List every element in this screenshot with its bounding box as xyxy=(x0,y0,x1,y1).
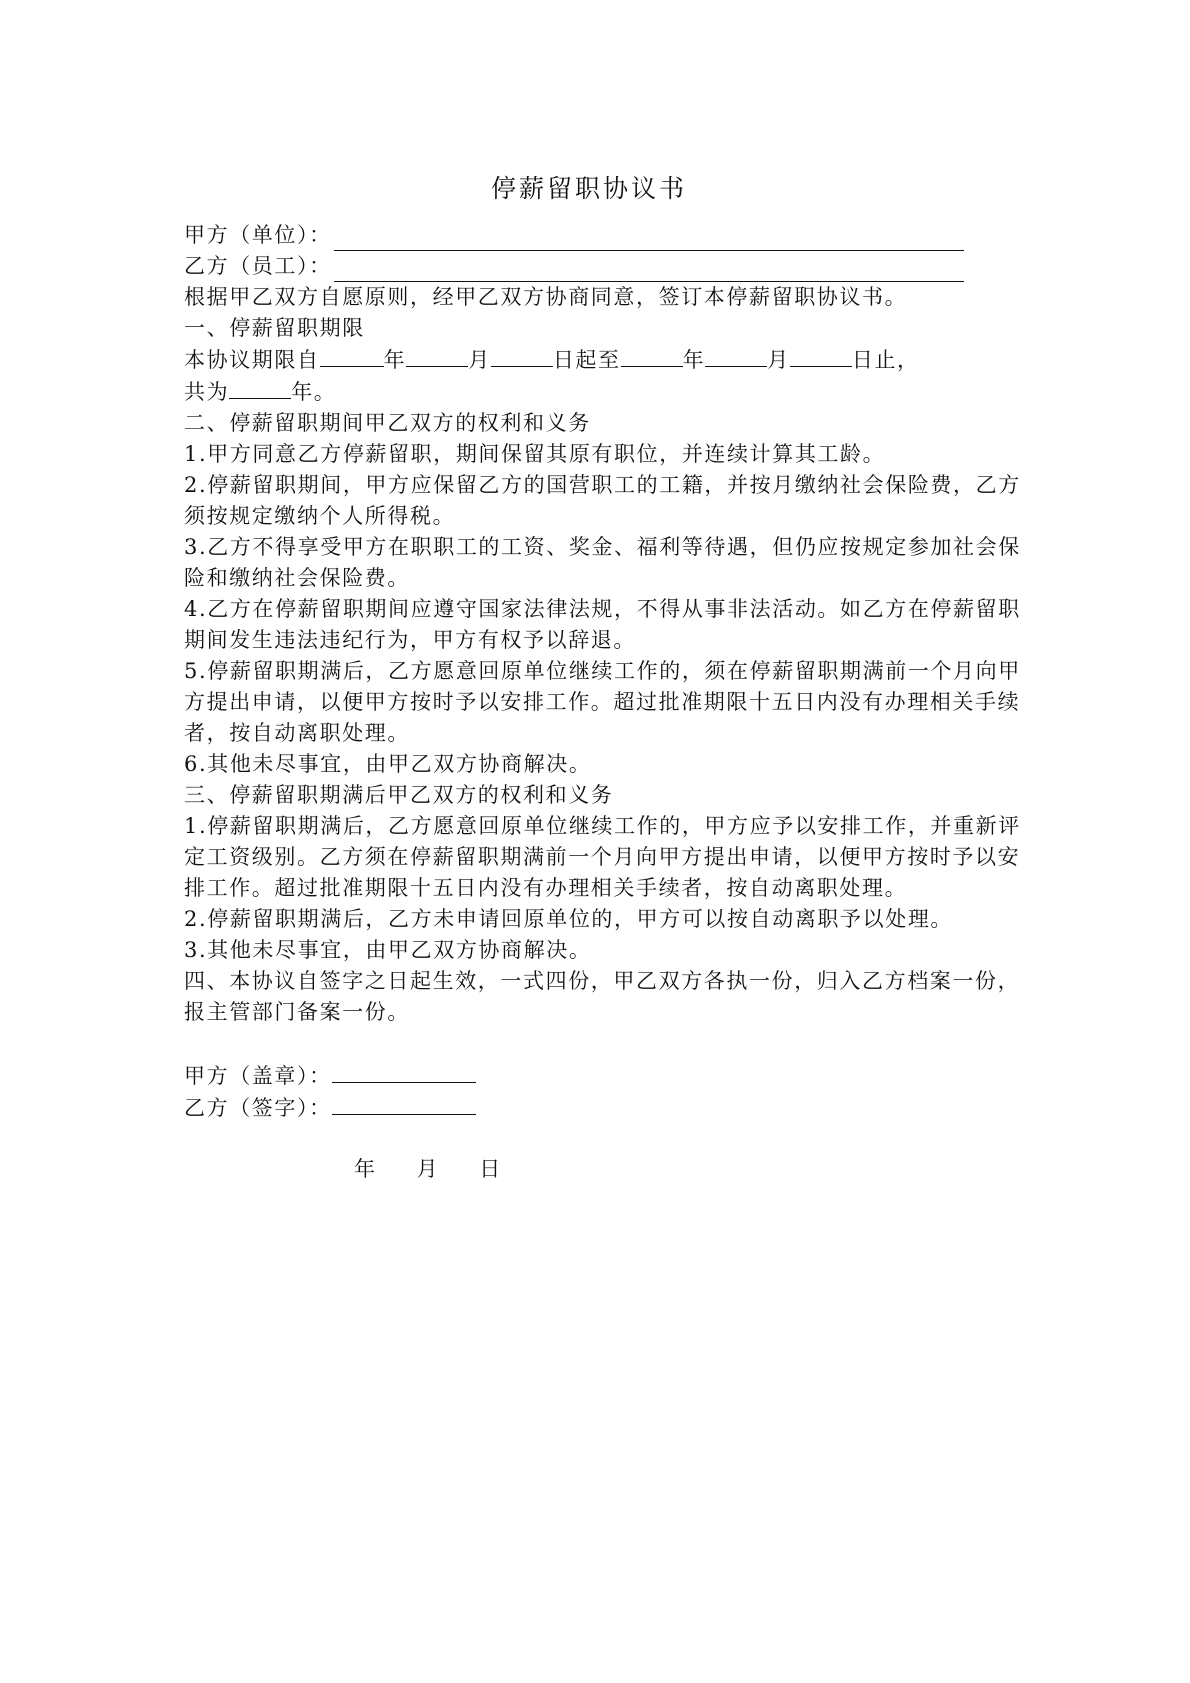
section-2-item-2: 2.停薪留职期间，甲方应保留乙方的国营职工的工籍，并按月缴纳社会保险费，乙方须按规定缴纳个人所得税。 xyxy=(184,473,1021,528)
section-2-item-3: 3.乙方不得享受甲方在职职工的工资、奖金、福利等待遇，但仍应按规定参加社会保险和缴纳社会保险费。 xyxy=(184,535,1021,590)
period-text-years: 年。 xyxy=(291,380,337,404)
section-2-item-4: 4.乙方在停薪留职期间应遵守国家法律法规，不得从事非法活动。如乙方在停薪留职期间发生违法违纪行为，甲方有权予以辞退。 xyxy=(184,597,1021,652)
period-text-start: 本协议期限自 xyxy=(184,348,320,372)
section-3-heading: 三、停薪留职期满后甲乙双方的权利和义务 xyxy=(184,783,614,807)
sign-b-line xyxy=(184,1092,1024,1124)
period-line-2 xyxy=(184,376,1024,408)
period-text-until: 日起至 xyxy=(552,348,621,372)
period-line-1 xyxy=(184,344,1024,376)
sign-b-label: 乙方（签字）： xyxy=(184,1096,332,1120)
date-day-label: 日 xyxy=(479,1157,502,1181)
section-2-item-1: 1.甲方同意乙方停薪留职，期间保留其原有职位，并连续计算其工龄。 xyxy=(184,442,886,466)
start-year-field[interactable] xyxy=(320,344,384,367)
section-2-item-6: 6.其他未尽事宜，由甲乙双方协商解决。 xyxy=(184,752,592,776)
signature-block xyxy=(184,1060,1024,1124)
section-1-heading: 一、停薪留职期限 xyxy=(184,316,365,340)
date-year-label: 年 xyxy=(354,1157,377,1181)
signing-date xyxy=(184,1154,1024,1185)
period-text-year: 年 xyxy=(383,348,407,372)
section-3-item-3: 3.其他未尽事宜，由甲乙双方协商解决。 xyxy=(184,938,592,962)
party-b-line xyxy=(184,251,1024,282)
sign-a-line xyxy=(184,1060,1024,1092)
end-year-field[interactable] xyxy=(621,344,683,367)
intro-text: 根据甲乙双方自愿原则，经甲乙双方协商同意，签订本停薪留职协议书。 xyxy=(184,285,908,309)
period-text-month-2: 月 xyxy=(767,348,790,372)
agreement-page xyxy=(184,172,1024,1185)
start-day-field[interactable] xyxy=(491,344,553,367)
section-3-item-2: 2.停薪留职期满后，乙方未申请回原单位的，甲方可以按自动离职予以处理。 xyxy=(184,907,954,931)
party-b-signature-field[interactable] xyxy=(332,1092,476,1115)
period-text-month: 月 xyxy=(468,348,491,372)
end-month-field[interactable] xyxy=(705,344,767,367)
start-month-field[interactable] xyxy=(406,344,468,367)
party-a-name-field[interactable] xyxy=(334,226,964,251)
period-text-end: 日止， xyxy=(851,348,920,372)
period-text-total: 共为 xyxy=(184,380,230,404)
date-month-label: 月 xyxy=(416,1157,440,1181)
section-2-heading: 二、停薪留职期间甲乙双方的权利和义务 xyxy=(184,411,591,435)
document-title: 停薪留职协议书 xyxy=(490,174,687,203)
sign-a-label: 甲方（盖章）： xyxy=(184,1064,332,1088)
party-a-seal-field[interactable] xyxy=(332,1060,476,1083)
section-3-item-1: 1.停薪留职期满后，乙方愿意回原单位继续工作的，甲方应予以安排工作，并重新评定工资级别。乙方须在停薪留职期满前一个月向甲方提出申请，以便甲方按时予以安排工作。超过批准期限十五日内没有办理相关手续者，按自动离职处理。 xyxy=(184,814,1021,900)
section-4-text: 四、本协议自签字之日起生效，一式四份，甲乙双方各执一份，归入乙方档案一份，报主管部门备案一份。 xyxy=(184,969,1021,1024)
party-b-name-field[interactable] xyxy=(334,257,964,282)
party-b-label: 乙方（员工）： xyxy=(184,254,332,278)
total-years-field[interactable] xyxy=(229,376,291,399)
party-a-label: 甲方（单位）： xyxy=(184,223,332,247)
party-a-line xyxy=(184,220,1024,251)
end-day-field[interactable] xyxy=(790,344,852,367)
period-text-year-2: 年 xyxy=(682,348,706,372)
section-2-item-5: 5.停薪留职期满后，乙方愿意回原单位继续工作的，须在停薪留职期满前一个月向甲方提出申请，以便甲方按时予以安排工作。超过批准期限十五日内没有办理相关手续者，按自动离职处理。 xyxy=(184,659,1021,745)
